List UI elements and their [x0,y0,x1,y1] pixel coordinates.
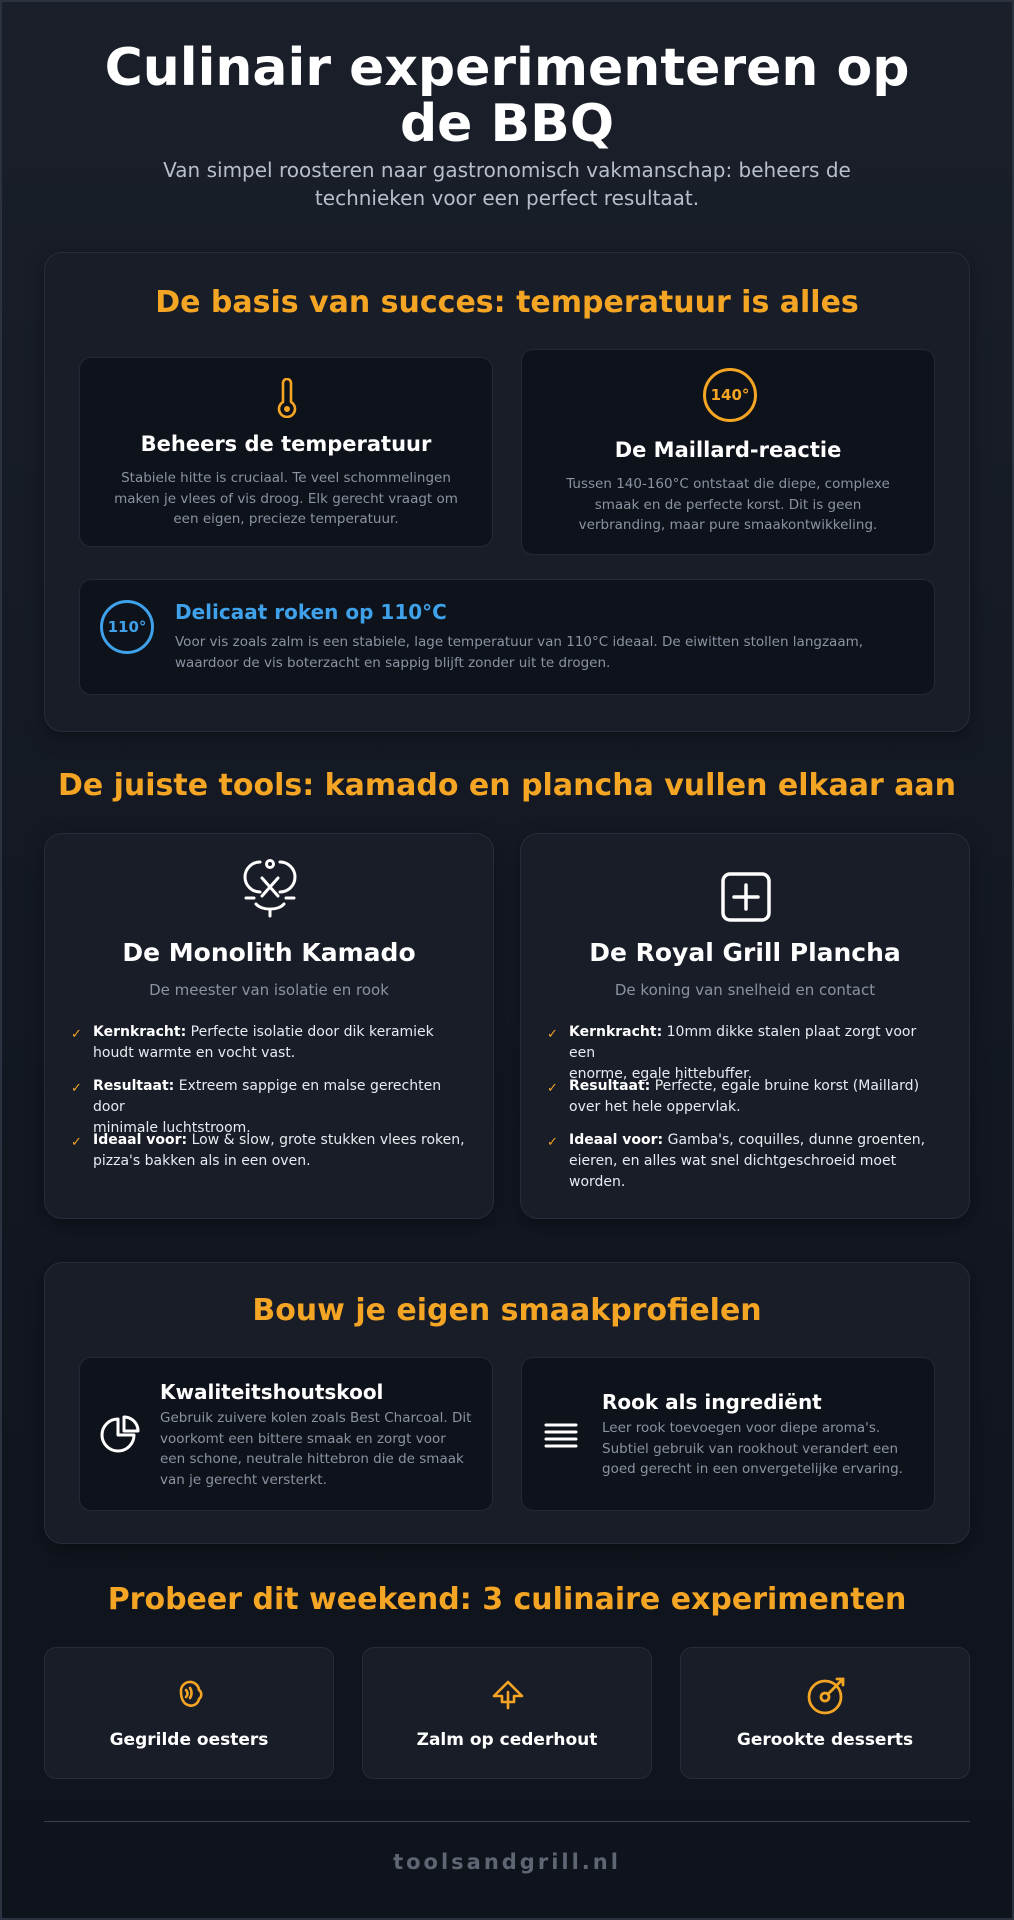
smoked-dessert-icon [805,1676,847,1716]
plancha-icon [719,870,773,924]
tool-subtitle: De koning van snelheid en contact [614,981,876,999]
tool-title: De Monolith Kamado [122,938,416,967]
tool-bullet: ✓ Kernkracht: Perfecte isolatie door dik keramiek houdt warmte en vocht vast. [71,1024,434,1061]
flavor-heading: Bouw je eigen smaakprofielen [252,1293,762,1328]
oyster-icon [175,1678,205,1710]
check-icon: ✓ [71,1135,82,1150]
smoke-temperature-badge-icon: 110° [100,600,154,654]
tool-bullet: ✓ Resultaat: Perfecte, egale bruine korst (Maillard) over het hele oppervlak. [547,1078,920,1115]
kamado-icon [238,856,302,920]
check-icon: ✓ [547,1135,558,1150]
cedar-plank-icon [490,1678,526,1710]
temperature-heading: De basis van succes: temperatuur is alles [155,285,859,320]
smoke-ingredient-card [521,1357,935,1511]
card-text: Stabiele hitte is cruciaal. Te veel schommelingen maken je vlees of vis droog. Elk gerecht vraagt om een eigen, precieze temperatuur. [114,470,458,527]
card-text: Tussen 140-160°C ontstaat die diepe, complexe smaak en de perfecte korst. Dit is geen verbranding, maar pure smaakontwikkeling. [566,476,890,533]
tool-bullet: ✓ Kernkracht: 10mm dikke stalen plaat zorgt voor een enorme, egale hittebuffer. [547,1024,917,1082]
check-icon: ✓ [71,1081,82,1096]
plancha-card [520,833,970,1219]
smoke-text: Voor vis zoals zalm is een stabiele, lage temperatuur van 110°C ideaal. De eiwitten stollen langzaam, waardoor de vis boterzacht en sappig blijft zonder uit te drogen. [175,634,864,671]
experiment-card [680,1647,970,1779]
card-title: Kwaliteitshoutskool [160,1380,384,1404]
tools-heading: De juiste tools: kamado en plancha vullen elkaar aan [57,768,957,803]
card-text: Leer rook toevoegen voor diepe aroma's. Subtiel gebruik van rookhout verandert een goed gerecht in een onvergetelijke ervaring. [602,1420,903,1477]
experiment-card [44,1647,334,1779]
tool-subtitle: De meester van isolatie en rook [149,981,389,999]
temperature-panel [44,252,970,732]
pie-chart-icon [100,1415,140,1455]
card-title: Beheers de temperatuur [140,432,432,456]
experiments-heading: Probeer dit weekend: 3 culinaire experimenten [107,1582,907,1617]
check-icon: ✓ [547,1081,558,1096]
smoking-card [79,579,935,695]
temperature-control-card [79,357,493,547]
experiment-label: Gerookte desserts [736,1730,914,1750]
footer-brand[interactable]: toolsandgrill.nl [393,1850,621,1874]
maillard-card [521,349,935,555]
thermometer-icon [274,378,300,418]
check-icon: ✓ [71,1027,82,1042]
experiment-card [362,1647,652,1779]
charcoal-card [79,1357,493,1511]
card-title: Rook als ingrediënt [602,1390,822,1414]
tool-title: De Royal Grill Plancha [589,938,901,967]
smoke-title: Delicaat roken op 110°C [175,600,447,624]
tool-bullet: ✓ Ideaal voor: Gamba's, coquilles, dunne groenten, eieren, en alles wat snel dichtgeschroeid moet worden. [547,1132,926,1190]
temperature-badge-icon: 140° [703,368,757,422]
card-title: De Maillard-reactie [614,438,842,462]
experiment-label: Gegrilde oesters [109,1730,269,1750]
experiment-label: Zalm op cederhout [416,1730,598,1750]
page-subtitle: Van simpel roosteren naar gastronomisch vakmanschap: beheers de technieken voor een perfect resultaat. [163,158,851,210]
kamado-card [44,833,494,1219]
tool-bullet: ✓ Resultaat: Extreem sappige en malse gerechten door minimale luchtstroom. [71,1078,442,1136]
tool-bullet: ✓ Ideaal voor: Low & slow, grote stukken vlees roken, pizza's bakken als in een oven. [71,1132,465,1169]
list-lines-icon [544,1422,578,1448]
card-text: Gebruik zuivere kolen zoals Best Charcoal. Dit voorkomt een bittere smaak en zorgt voor een schone, neutrale hittebron die de smaak van je gerecht versterkt. [160,1410,472,1488]
check-icon: ✓ [547,1027,558,1042]
flavor-panel [44,1262,970,1544]
footer-divider [44,1821,970,1822]
page-title: Culinair experimenteren op de BBQ [104,38,910,154]
